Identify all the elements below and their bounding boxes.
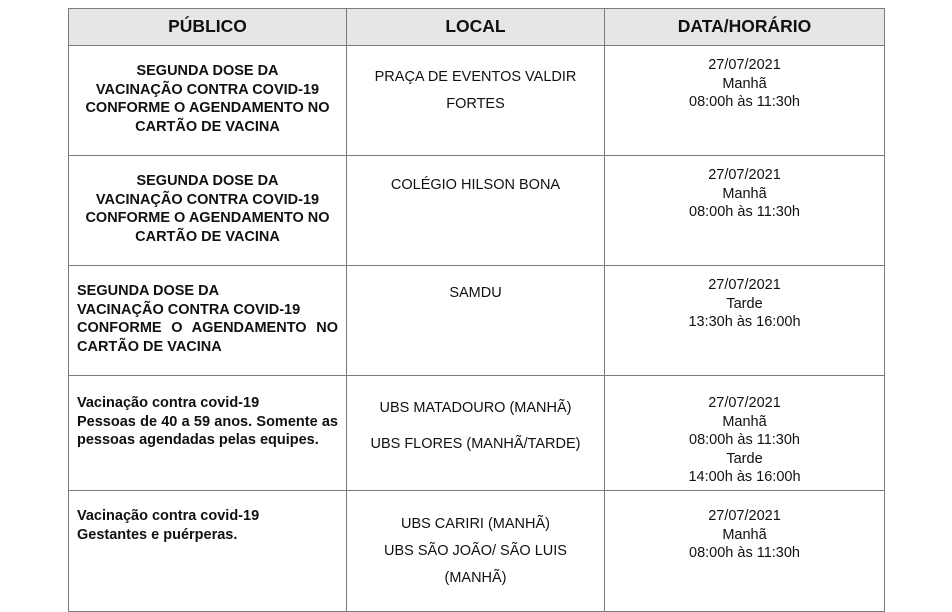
local-line: SAMDU: [449, 285, 502, 301]
table-row: [69, 266, 885, 376]
publico-line: VACINAÇÃO CONTRA COVID-19: [77, 301, 301, 318]
local-line: FORTES: [446, 96, 505, 112]
publico-cell: [69, 491, 347, 612]
data-horario-cell: [605, 266, 885, 376]
publico-cell: [69, 46, 347, 156]
local-line: UBS MATADOURO (MANHÃ): [379, 400, 572, 416]
local-text: [347, 376, 604, 462]
time-line: 14:00h às 16:00h: [688, 469, 801, 485]
publico-line: CARTÃO DE VACINA: [135, 228, 280, 245]
local-text: [347, 156, 604, 199]
table-row: [69, 46, 885, 156]
date-line: 27/07/2021: [708, 277, 781, 293]
period-line: Manhã: [722, 526, 767, 543]
local-line: UBS FLORES (MANHÃ/TARDE): [370, 436, 581, 452]
data-horario-text: [605, 46, 884, 112]
local-text: [347, 266, 604, 307]
publico-line: CONFORME O AGENDAMENTO NO: [85, 100, 330, 116]
local-cell: [347, 266, 605, 376]
data-horario-text: [605, 266, 884, 332]
table-row: [69, 491, 885, 612]
date-line: 27/07/2021: [708, 395, 781, 411]
publico-text: [69, 266, 346, 356]
period-line: Manhã: [722, 185, 767, 202]
data-horario-cell: [605, 46, 885, 156]
time-line: 08:00h às 11:30h: [689, 94, 800, 110]
data-horario-cell: [605, 376, 885, 491]
data-horario-cell: [605, 491, 885, 612]
local-line: (MANHÃ): [444, 570, 507, 586]
period-line: Manhã: [722, 413, 767, 430]
local-text: [347, 491, 604, 592]
time-line: 13:30h às 16:00h: [688, 314, 801, 330]
period-line: Tarde: [726, 450, 763, 467]
publico-line: CARTÃO DE VACINA: [135, 118, 280, 135]
publico-line: VACINAÇÃO CONTRA COVID-19: [95, 191, 320, 208]
publico-line: SEGUNDA DOSE DA: [77, 283, 220, 299]
data-horario-text: [605, 376, 884, 487]
publico-cell: [69, 156, 347, 266]
table-row: [69, 156, 885, 266]
data-horario-text: [605, 156, 884, 222]
publico-line: Vacinação contra covid-19: [77, 508, 260, 524]
local-text: [347, 46, 604, 118]
publico-line: Vacinação contra covid-19: [77, 395, 260, 411]
table-header-row: [69, 9, 885, 46]
publico-line: CONFORME O AGENDAMENTO NO: [77, 320, 338, 336]
header-data-horario: DATA/HORÁRIO: [605, 9, 885, 46]
date-line: 27/07/2021: [708, 508, 781, 524]
publico-line: SEGUNDA DOSE DA: [136, 173, 279, 189]
header-publico: PÚBLICO: [69, 9, 347, 46]
local-line: COLÉGIO HILSON BONA: [390, 177, 561, 193]
publico-line: SEGUNDA DOSE DA: [136, 63, 279, 79]
publico-line: Gestantes e puérperas.: [77, 526, 238, 543]
local-cell: [347, 156, 605, 266]
local-cell: [347, 491, 605, 612]
date-line: 27/07/2021: [708, 167, 781, 183]
time-line: 08:00h às 11:30h: [689, 432, 800, 448]
period-line: Manhã: [722, 75, 767, 92]
time-line: 08:00h às 11:30h: [689, 204, 800, 220]
publico-line: VACINAÇÃO CONTRA COVID-19: [95, 81, 320, 98]
table-row: [69, 376, 885, 491]
publico-line: CONFORME O AGENDAMENTO NO: [85, 210, 330, 226]
local-line: PRAÇA DE EVENTOS VALDIR: [374, 69, 577, 85]
data-horario-text: [605, 491, 884, 563]
vaccination-schedule-table: [68, 8, 885, 612]
publico-text: [69, 46, 346, 136]
publico-cell: [69, 266, 347, 376]
period-line: Tarde: [726, 295, 763, 312]
date-line: 27/07/2021: [708, 57, 781, 73]
data-horario-cell: [605, 156, 885, 266]
time-line: 08:00h às 11:30h: [689, 545, 800, 561]
publico-line: CARTÃO DE VACINA: [77, 338, 222, 355]
header-local: LOCAL: [347, 9, 605, 46]
publico-cell: [69, 376, 347, 491]
publico-text: [69, 491, 346, 544]
publico-text: [69, 376, 346, 450]
local-cell: [347, 376, 605, 491]
publico-text: [69, 156, 346, 246]
local-cell: [347, 46, 605, 156]
publico-line: Pessoas de 40 a 59 anos. Somente as pessoas agendadas pelas equipes.: [77, 413, 338, 448]
local-line: UBS SÃO JOÃO/ SÃO LUIS: [384, 543, 567, 559]
local-line: UBS CARIRI (MANHÃ): [400, 516, 551, 532]
